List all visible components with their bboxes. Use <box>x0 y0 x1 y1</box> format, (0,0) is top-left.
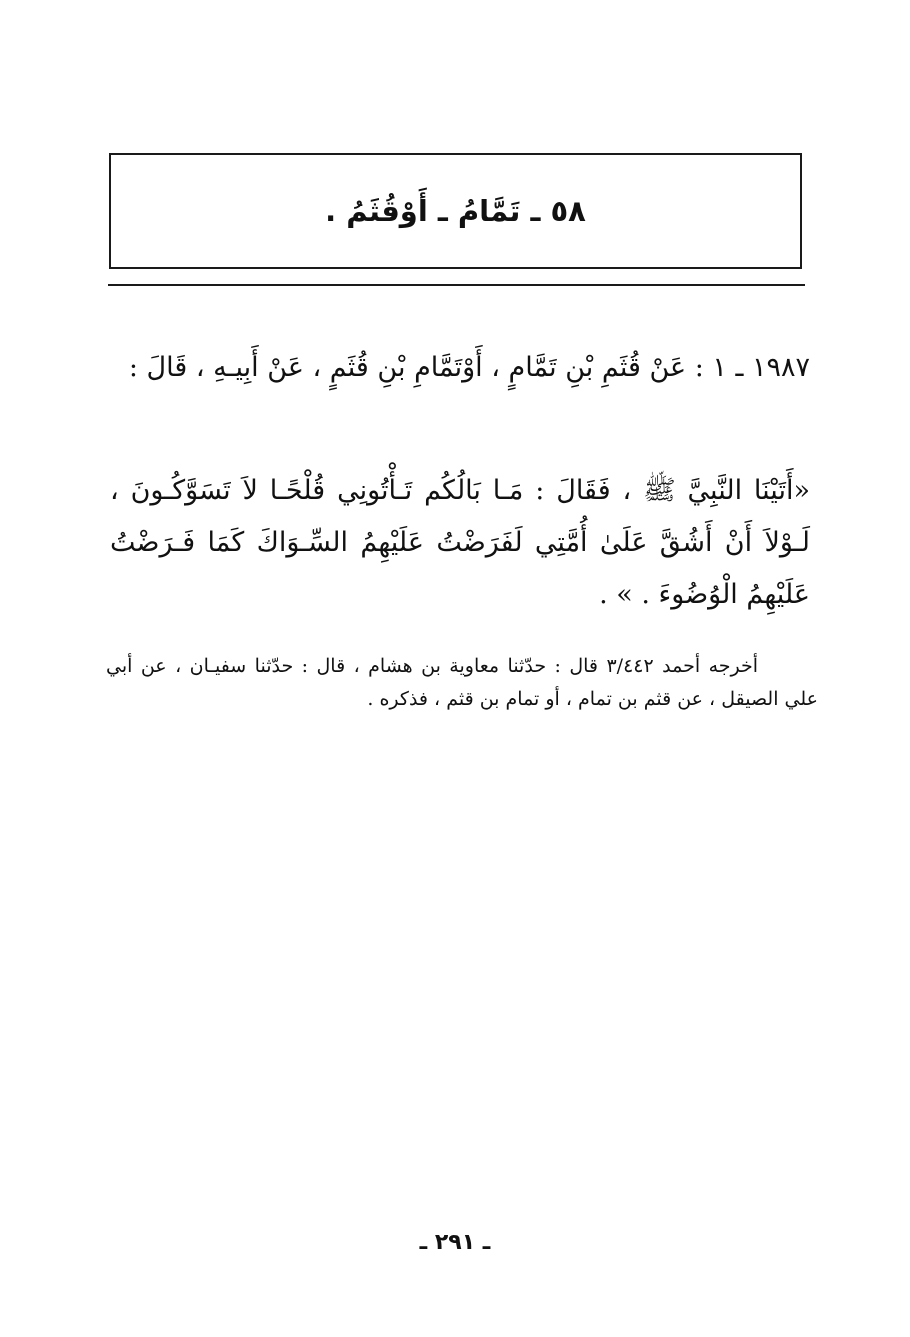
header-divider <box>108 284 805 286</box>
chapter-title: ٥٨ ـ تَمَّامُ ـ أَوْقُثَمُ . <box>325 193 586 228</box>
footnote-text: أخرجه أحمد ٣/٤٤٢ قال : حدّثنا معاوية بن هشام ، قال : حدّثنا سفيـان ، عن أبي علي الصيقل ، عن قثم بن تمام ، أو تمام بن قثم ، فذكره . <box>106 655 818 710</box>
hadith-isnad: ١٩٨٧ ـ ١ : عَنْ قُثَمِ بْنِ تَمَّامٍ ، أَوْتَمَّامِ بْنِ قُثَمٍ ، عَنْ أَبِيـهِ ، قَالَ : <box>128 352 810 383</box>
hadith-matn: «أَتَيْنَا النَّبِيَّ ﷺ ، فَقَالَ : مَـا بَالُكُم تَـأْتُونِي قُلْحًـا لاَ تَسَوَّكُـونَ ، لَـوْلاَ أَنْ أَشُقَّ عَلَىٰ أُمَّتِي لَفَرَضْتُ عَلَيْهِمُ السِّـوَاكَ كَمَا فَـرَضْتُ عَلَيْهِمُ الْوُضُوءَ . » . <box>110 475 810 610</box>
page-number: ـ ٢٩١ ـ <box>419 1230 491 1255</box>
footnote <box>106 650 818 716</box>
chapter-title-box <box>109 153 802 269</box>
